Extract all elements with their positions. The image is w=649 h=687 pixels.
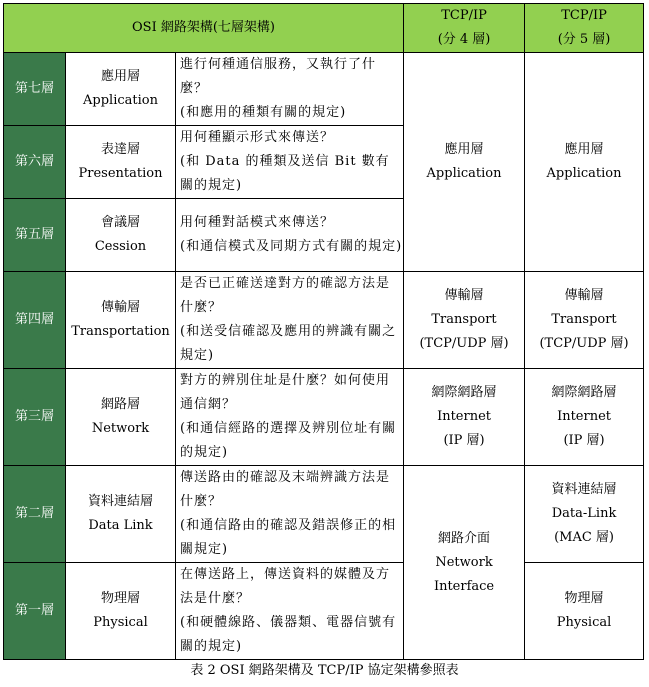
table-row	[4, 369, 644, 466]
table-row	[4, 53, 644, 126]
tcp5-datalink-cell: 資料連結層 Data-Link (MAC 層)	[525, 466, 644, 563]
level-cell: 第二層	[4, 466, 66, 563]
tcp4-transport-cell: 傳輸層 Transport (TCP/UDP 層)	[404, 272, 525, 369]
layer-description-cell: 傳送路由的確認及末端辨識方法是什麼？ (和通信路由的確認及錯誤修正的相關規定)	[176, 466, 404, 563]
layer-name-cell: 表達層 Presentation	[66, 126, 176, 199]
layer-name-cell: 傳輸層 Transportation	[66, 272, 176, 369]
level-cell: 第六層	[4, 126, 66, 199]
table-row	[4, 563, 644, 660]
layer-name-cell: 會議層 Cession	[66, 199, 176, 272]
tcp5-application-cell: 應用層 Application	[525, 53, 644, 272]
tcp5-internet-cell: 網際網路層 Internet (IP 層)	[525, 369, 644, 466]
tcp4-internet-cell: 網際網路層 Internet (IP 層)	[404, 369, 525, 466]
layer-name-cell: 應用層 Application	[66, 53, 176, 126]
tcp4-application-cell: 應用層 Application	[404, 53, 525, 272]
table-caption: 表 2 OSI 網路架構及 TCP/IP 協定架構參照表	[190, 663, 459, 678]
table-row	[4, 272, 644, 369]
layer-description-cell: 進行何種通信服務，又執行了什麼？ (和應用的種類有關的規定)	[176, 53, 404, 126]
table-row	[4, 466, 644, 563]
level-cell: 第七層	[4, 53, 66, 126]
layer-name-cell: 物理層 Physical	[66, 563, 176, 660]
layer-name-cell: 網路層 Network	[66, 369, 176, 466]
layer-description-cell: 是否已正確送達對方的確認方法是什麼？ (和送受信確認及應用的辨識有關之規定)	[176, 272, 404, 369]
layer-description-cell: 用何種對話模式來傳送？ (和通信模式及同期方式有關的規定)	[176, 199, 404, 272]
layer-name-cell: 資料連結層 Data Link	[66, 466, 176, 563]
tcp5-header: TCP/IP (分 5 層)	[525, 4, 644, 53]
level-cell: 第五層	[4, 199, 66, 272]
tcp5-physical-cell: 物理層 Physical	[525, 563, 644, 660]
level-cell: 第一層	[4, 563, 66, 660]
tcp4-header: TCP/IP (分 4 層)	[404, 4, 525, 53]
tcp5-transport-cell: 傳輸層 Transport (TCP/UDP 層)	[525, 272, 644, 369]
osi-header: OSI 網路架構(七層架構)	[4, 4, 404, 53]
table-header-row	[4, 4, 644, 53]
layer-description-cell: 用何種顯示形式來傳送？ (和 Data 的種類及送信 Bit 數有關的規定)	[176, 126, 404, 199]
layer-description-cell: 對方的辨別住址是什麼？如何使用通信網？ (和通信經路的選擇及辨別位址有關的規定)	[176, 369, 404, 466]
level-cell: 第三層	[4, 369, 66, 466]
tcp4-network-interface-cell: 網路介面 Network Interface	[404, 466, 525, 660]
layer-description-cell: 在傳送路上，傳送資料的媒體及方法是什麼？ (和硬體線路、儀器類、電器信號有關的規定)	[176, 563, 404, 660]
osi-tcpip-table	[3, 3, 644, 660]
level-cell: 第四層	[4, 272, 66, 369]
